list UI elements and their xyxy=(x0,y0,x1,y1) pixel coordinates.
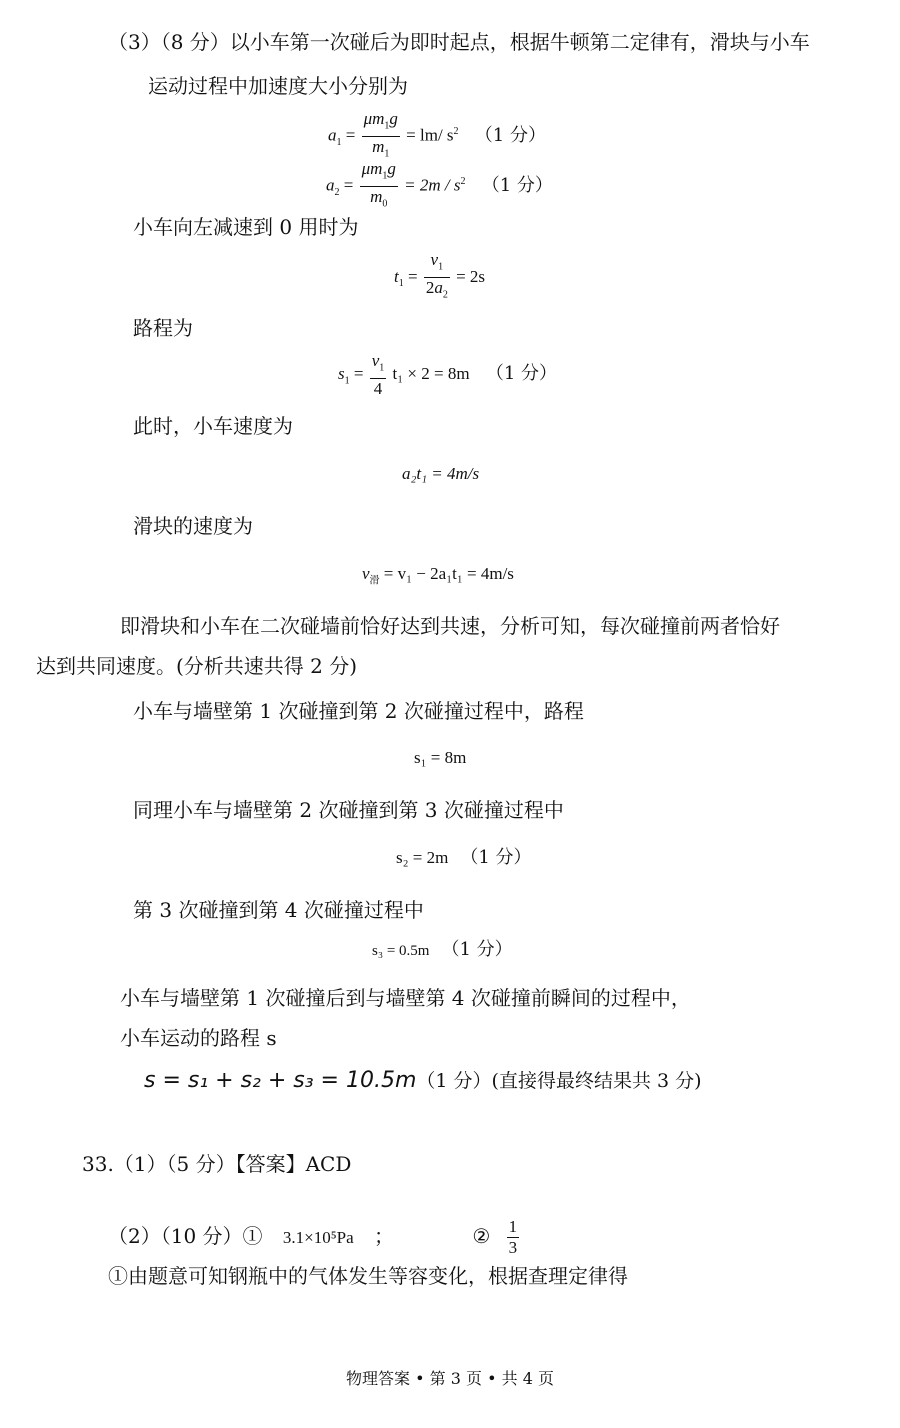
equation-s2: s₂ = 2m （1 分） xyxy=(396,847,532,868)
text-line: 路程为 xyxy=(133,316,193,340)
equation-s3: s₃ = 0.5m （1 分） xyxy=(372,939,513,960)
text-line: 小车运动的路程 s xyxy=(120,1026,277,1050)
text-line: 第 3 次碰撞到第 4 次碰撞过程中 xyxy=(133,898,424,922)
text-line: ①由题意可知钢瓶中的气体发生等容变化，根据查理定律得 xyxy=(108,1264,628,1288)
equation-a1: $a_1$ = $\frac{\mu m_1g}{m_1}$ = lm/ $s^2$ （1 分） xyxy=(328,108,546,160)
equation-total-distance: s = s₁ + s₂ + s₃ = 10.5m（1 分）(直接得最终结果共 3 分) xyxy=(144,1068,702,1093)
text-line: （3）（8 分）以小车第一次碰后为即时起点，根据牛顿第二定律有，滑块与小车 xyxy=(108,30,810,54)
page-footer: 物理答案 • 第 3 页 • 共 4 页 xyxy=(346,1369,554,1388)
equation-t1: $t_1$ = $\frac{v_1}{2a_2}$ = 2s xyxy=(394,250,486,301)
text-line: 此时，小车速度为 xyxy=(133,414,293,438)
text-line: 即滑块和小车在二次碰墙前恰好达到共速，分析可知，每次碰撞前两者恰好 xyxy=(120,614,780,638)
equation-s1: $s_1$ = $\frac{v_1}{4}$ t₁ × 2 = 8m （1 分） xyxy=(338,350,558,399)
question-33-part2: （2）（10 分）① 3.1×10⁵Pa ； ② $\frac{1}{3}$ xyxy=(108,1217,518,1257)
text-line: 小车与墙壁第 1 次碰撞到第 2 次碰撞过程中，路程 xyxy=(133,699,584,723)
equation-car-velocity: a₂t₁ = 4m/s xyxy=(402,464,480,483)
text-line: 同理小车与墙壁第 2 次碰撞到第 3 次碰撞过程中 xyxy=(133,798,564,822)
text-line: 小车向左减速到 0 用时为 xyxy=(133,215,359,239)
equation-slider-velocity: $v_滑 = v_1 - 2a_1t_1 = 4m/s$ xyxy=(362,564,514,587)
text-line: 运动过程中加速度大小分别为 xyxy=(148,74,408,98)
question-33-part1: 33.（1）（5 分）【答案】ACD xyxy=(82,1152,352,1176)
text-line: 达到共同速度。(分析共速共得 2 分) xyxy=(36,654,358,678)
equation-a2: $a_2$ = $\frac{\mu m_1g}{m_0}$ = $2m / s^2$ （1 分） xyxy=(326,158,553,210)
text-line: 小车与墙壁第 1 次碰撞后到与墙壁第 4 次碰撞前瞬间的过程中， xyxy=(120,986,691,1010)
text-line: 滑块的速度为 xyxy=(133,514,253,538)
equation-s1-result: s₁ = 8m xyxy=(414,748,467,767)
